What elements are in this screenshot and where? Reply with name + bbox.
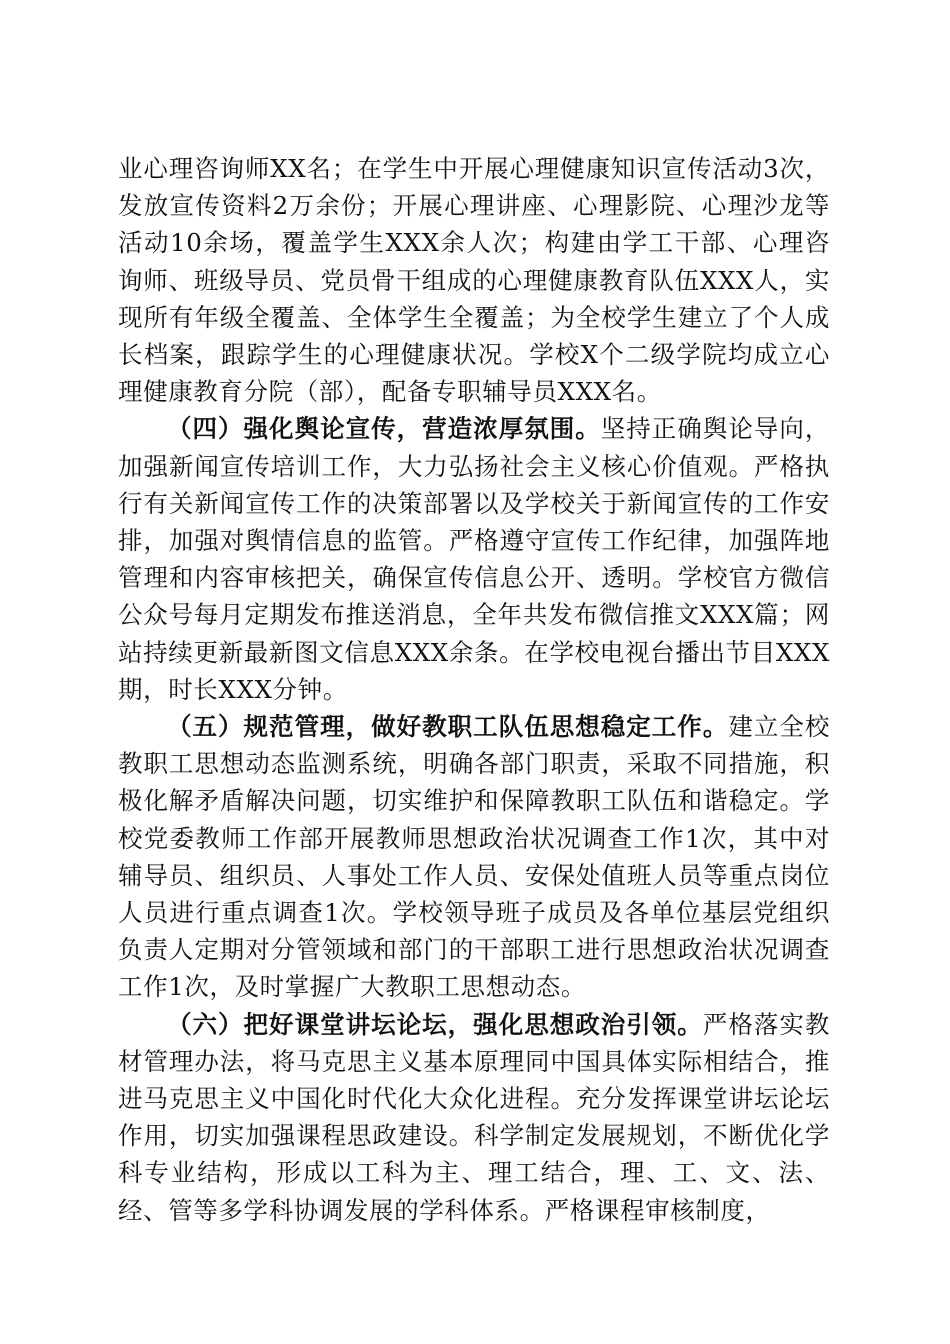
paragraph-section-4 bbox=[118, 410, 830, 708]
document-body bbox=[118, 150, 830, 1229]
section-heading-6: （六）把好课堂讲坛论坛，强化思想政治引领。 bbox=[167, 1009, 703, 1039]
section-heading-4: （四）强化舆论宣传，营造浓厚氛围。 bbox=[167, 414, 601, 444]
paragraph-section-6 bbox=[118, 1006, 830, 1229]
paragraph-body: 业心理咨询师XX名；在学生中开展心理健康知识宣传活动3次，发放宣传资料2万余份；开展心理讲座、心理影院、心理沙龙等活动10余场，覆盖学生XXX余人次；构建由学工干部、心理咨询师、班级导员、党员骨干组成的心理健康教育队伍XXX人，实现所有年级全覆盖、全体学生全覆盖；为全校学生建立了个人成长档案，跟踪学生的心理健康状况。学校X个二级学院均成立心理健康教育分院（部），配备专职辅导员XXX名。 bbox=[118, 154, 830, 407]
paragraph-section-5 bbox=[118, 708, 830, 1006]
paragraph-body: 建立全校教职工思想动态监测系统，明确各部门职责，采取不同措施，积极化解矛盾解决问题，切实维护和保障教职工队伍和谐稳定。学校党委教师工作部开展教师思想政治状况调查工作1次，其中对辅导员、组织员、人事处工作人员、安保处值班人员等重点岗位人员进行重点调查1次。学校领导班子成员及各单位基层党组织负责人定期对分管领域和部门的干部职工进行思想政治状况调查工作1次，及时掌握广大教职工思想动态。 bbox=[118, 712, 830, 1002]
paragraph-body: 严格落实教材管理办法，将马克思主义基本原理同中国具体实际相结合，推进马克思主义中国化时代化大众化进程。充分发挥课堂讲坛论坛作用，切实加强课程思政建设。科学制定发展规划，不断优化学科专业结构，形成以工科为主、理工结合，理、工、文、法、经、管等多学科协调发展的学科体系。严格课程审核制度， bbox=[118, 1009, 830, 1225]
paragraph-body: 坚持正确舆论导向，加强新闻宣传培训工作，大力弘扬社会主义核心价值观。严格执行有关新闻宣传工作的决策部署以及学校关于新闻宣传的工作安排，加强对舆情信息的监管。严格遵守宣传工作纪律，加强阵地管理和内容审核把关，确保宣传信息公开、透明。学校官方微信公众号每月定期发布推送消息，全年共发布微信推文XXX篇；网站持续更新最新图文信息XXX余条。在学校电视台播出节目XXX期，时长XXX分钟。 bbox=[118, 414, 830, 704]
paragraph-continued bbox=[118, 150, 830, 410]
section-heading-5: （五）规范管理，做好教职工队伍思想稳定工作。 bbox=[167, 712, 729, 742]
